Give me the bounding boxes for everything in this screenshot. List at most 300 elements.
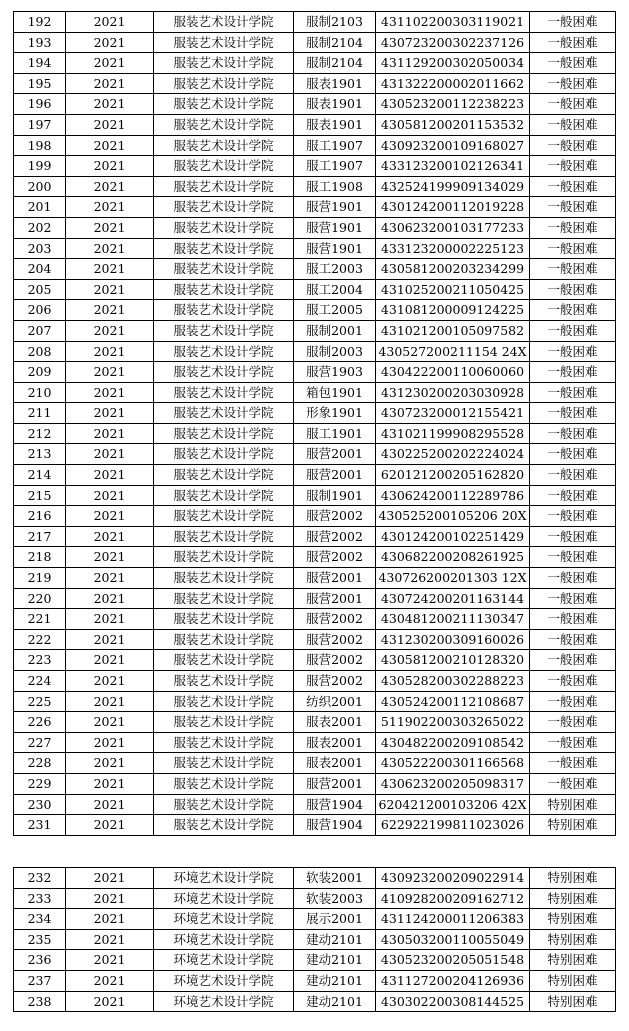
row-number-cell: 200	[14, 176, 66, 197]
class-name-cell: 服营1901	[294, 217, 376, 238]
row-number-cell: 216	[14, 506, 66, 527]
id-number-cell: 430623200205098317	[376, 773, 530, 794]
id-number-cell: 511902200303265022	[376, 712, 530, 733]
row-number-cell: 236	[14, 950, 66, 971]
college-cell: 服装艺术设计学院	[154, 403, 294, 424]
college-cell: 服装艺术设计学院	[154, 671, 294, 692]
table-row	[14, 950, 616, 971]
id-number-cell: 432524199909134029	[376, 176, 530, 197]
college-cell: 服装艺术设计学院	[154, 650, 294, 671]
class-name-cell: 服制2003	[294, 341, 376, 362]
difficulty-level-cell: 一般困难	[530, 259, 616, 280]
class-name-cell: 服营1901	[294, 197, 376, 218]
id-number-cell: 431021200105097582	[376, 320, 530, 341]
college-cell: 环境艺术设计学院	[154, 970, 294, 991]
id-number-cell: 431025200211050425	[376, 279, 530, 300]
year-cell: 2021	[66, 53, 154, 74]
row-number-cell: 215	[14, 485, 66, 506]
class-name-cell: 服工1907	[294, 156, 376, 177]
class-name-cell: 建动2101	[294, 950, 376, 971]
id-number-cell: 430422200110060060	[376, 362, 530, 383]
id-number-cell: 430724200201163144	[376, 588, 530, 609]
id-number-cell: 430726200201303 12X	[376, 568, 530, 589]
id-number-cell: 410928200209162712	[376, 888, 530, 909]
row-number-cell: 220	[14, 588, 66, 609]
year-cell: 2021	[66, 197, 154, 218]
row-number-cell: 214	[14, 465, 66, 486]
id-number-cell: 430523200205051548	[376, 950, 530, 971]
class-name-cell: 形象1901	[294, 403, 376, 424]
class-name-cell: 服工1901	[294, 423, 376, 444]
year-cell: 2021	[66, 94, 154, 115]
row-number-cell: 225	[14, 691, 66, 712]
difficulty-level-cell: 一般困难	[530, 773, 616, 794]
college-cell: 服装艺术设计学院	[154, 526, 294, 547]
college-cell: 服装艺术设计学院	[154, 156, 294, 177]
difficulty-level-cell: 一般困难	[530, 506, 616, 527]
year-cell: 2021	[66, 73, 154, 94]
class-name-cell: 服制1901	[294, 485, 376, 506]
college-cell: 服装艺术设计学院	[154, 114, 294, 135]
row-number-cell: 223	[14, 650, 66, 671]
table-row	[14, 341, 616, 362]
difficulty-level-cell: 特别困难	[530, 815, 616, 836]
row-number-cell: 208	[14, 341, 66, 362]
college-cell: 服装艺术设计学院	[154, 12, 294, 33]
college-cell: 服装艺术设计学院	[154, 73, 294, 94]
class-name-cell: 服营2002	[294, 650, 376, 671]
table-row	[14, 671, 616, 692]
college-cell: 服装艺术设计学院	[154, 94, 294, 115]
year-cell: 2021	[66, 991, 154, 1012]
college-cell: 服装艺术设计学院	[154, 320, 294, 341]
table-row	[14, 114, 616, 135]
id-number-cell: 430682200208261925	[376, 547, 530, 568]
table-row	[14, 53, 616, 74]
row-number-cell: 218	[14, 547, 66, 568]
id-number-cell: 430581200201153532	[376, 114, 530, 135]
year-cell: 2021	[66, 12, 154, 33]
college-cell: 服装艺术设计学院	[154, 732, 294, 753]
college-cell: 服装艺术设计学院	[154, 423, 294, 444]
year-cell: 2021	[66, 970, 154, 991]
year-cell: 2021	[66, 156, 154, 177]
class-name-cell: 软装2003	[294, 888, 376, 909]
table-row	[14, 73, 616, 94]
year-cell: 2021	[66, 465, 154, 486]
college-cell: 服装艺术设计学院	[154, 176, 294, 197]
college-cell: 服装艺术设计学院	[154, 217, 294, 238]
table-row	[14, 629, 616, 650]
table-row	[14, 176, 616, 197]
row-number-cell: 226	[14, 712, 66, 733]
college-cell: 服装艺术设计学院	[154, 547, 294, 568]
difficulty-level-cell: 一般困难	[530, 156, 616, 177]
college-cell: 服装艺术设计学院	[154, 691, 294, 712]
college-cell: 环境艺术设计学院	[154, 929, 294, 950]
year-cell: 2021	[66, 403, 154, 424]
difficulty-level-cell: 一般困难	[530, 12, 616, 33]
id-number-cell: 430522200301166568	[376, 753, 530, 774]
id-number-cell: 622922199811023026	[376, 815, 530, 836]
id-number-cell: 431127200204126936	[376, 970, 530, 991]
table-row	[14, 279, 616, 300]
year-cell: 2021	[66, 691, 154, 712]
table-row	[14, 259, 616, 280]
row-number-cell: 234	[14, 909, 66, 930]
row-number-cell: 217	[14, 526, 66, 547]
table-row	[14, 320, 616, 341]
class-name-cell: 服营2001	[294, 588, 376, 609]
table-row	[14, 691, 616, 712]
class-name-cell: 服工2005	[294, 300, 376, 321]
difficulty-level-cell: 一般困难	[530, 73, 616, 94]
year-cell: 2021	[66, 423, 154, 444]
class-name-cell: 服工1908	[294, 176, 376, 197]
year-cell: 2021	[66, 485, 154, 506]
student-table-environment	[13, 867, 616, 1012]
row-number-cell: 232	[14, 868, 66, 889]
id-number-cell: 430723200302237126	[376, 32, 530, 53]
table-row	[14, 382, 616, 403]
row-number-cell: 198	[14, 135, 66, 156]
row-number-cell: 193	[14, 32, 66, 53]
id-number-cell: 430624200112289786	[376, 485, 530, 506]
difficulty-level-cell: 一般困难	[530, 279, 616, 300]
id-number-cell: 430525200105206 20X	[376, 506, 530, 527]
year-cell: 2021	[66, 444, 154, 465]
difficulty-level-cell: 特别困难	[530, 929, 616, 950]
college-cell: 服装艺术设计学院	[154, 506, 294, 527]
college-cell: 服装艺术设计学院	[154, 32, 294, 53]
difficulty-level-cell: 特别困难	[530, 991, 616, 1012]
class-name-cell: 服表1901	[294, 94, 376, 115]
difficulty-level-cell: 特别困难	[530, 868, 616, 889]
college-cell: 服装艺术设计学院	[154, 609, 294, 630]
difficulty-level-cell: 一般困难	[530, 320, 616, 341]
class-name-cell: 服工2004	[294, 279, 376, 300]
id-number-cell: 430723200012155421	[376, 403, 530, 424]
row-number-cell: 209	[14, 362, 66, 383]
id-number-cell: 430523200112238223	[376, 94, 530, 115]
id-number-cell: 430124200102251429	[376, 526, 530, 547]
college-cell: 环境艺术设计学院	[154, 950, 294, 971]
year-cell: 2021	[66, 32, 154, 53]
table-row	[14, 547, 616, 568]
table-row	[14, 609, 616, 630]
year-cell: 2021	[66, 629, 154, 650]
table-row	[14, 444, 616, 465]
class-name-cell: 服制2001	[294, 320, 376, 341]
difficulty-level-cell: 一般困难	[530, 629, 616, 650]
table-row	[14, 868, 616, 889]
id-number-cell: 430527200211154 24X	[376, 341, 530, 362]
difficulty-level-cell: 一般困难	[530, 753, 616, 774]
class-name-cell: 服营2002	[294, 506, 376, 527]
college-cell: 服装艺术设计学院	[154, 815, 294, 836]
table-row	[14, 588, 616, 609]
row-number-cell: 203	[14, 238, 66, 259]
year-cell: 2021	[66, 773, 154, 794]
year-cell: 2021	[66, 888, 154, 909]
difficulty-level-cell: 一般困难	[530, 671, 616, 692]
table-row	[14, 423, 616, 444]
difficulty-level-cell: 特别困难	[530, 794, 616, 815]
difficulty-level-cell: 一般困难	[530, 382, 616, 403]
difficulty-level-cell: 特别困难	[530, 909, 616, 930]
year-cell: 2021	[66, 176, 154, 197]
table-row	[14, 362, 616, 383]
year-cell: 2021	[66, 217, 154, 238]
year-cell: 2021	[66, 732, 154, 753]
difficulty-level-cell: 一般困难	[530, 135, 616, 156]
id-number-cell: 430482200209108542	[376, 732, 530, 753]
year-cell: 2021	[66, 609, 154, 630]
row-number-cell: 213	[14, 444, 66, 465]
row-number-cell: 210	[14, 382, 66, 403]
difficulty-level-cell: 一般困难	[530, 465, 616, 486]
id-number-cell: 430481200211130347	[376, 609, 530, 630]
id-number-cell: 431081200009124225	[376, 300, 530, 321]
id-number-cell: 431230200203030928	[376, 382, 530, 403]
college-cell: 服装艺术设计学院	[154, 794, 294, 815]
row-number-cell: 205	[14, 279, 66, 300]
year-cell: 2021	[66, 526, 154, 547]
year-cell: 2021	[66, 815, 154, 836]
row-number-cell: 235	[14, 929, 66, 950]
year-cell: 2021	[66, 909, 154, 930]
table-row	[14, 94, 616, 115]
row-number-cell: 228	[14, 753, 66, 774]
table-row	[14, 485, 616, 506]
class-name-cell: 服表1901	[294, 73, 376, 94]
difficulty-level-cell: 一般困难	[530, 238, 616, 259]
college-cell: 服装艺术设计学院	[154, 53, 294, 74]
id-number-cell: 431124200011206383	[376, 909, 530, 930]
row-number-cell: 224	[14, 671, 66, 692]
class-name-cell: 服表2001	[294, 732, 376, 753]
college-cell: 服装艺术设计学院	[154, 588, 294, 609]
row-number-cell: 195	[14, 73, 66, 94]
id-number-cell: 430225200202224024	[376, 444, 530, 465]
table-row	[14, 156, 616, 177]
id-number-cell: 430581200210128320	[376, 650, 530, 671]
college-cell: 环境艺术设计学院	[154, 868, 294, 889]
class-name-cell: 服制2103	[294, 12, 376, 33]
difficulty-level-cell: 一般困难	[530, 403, 616, 424]
row-number-cell: 211	[14, 403, 66, 424]
table-row	[14, 568, 616, 589]
difficulty-level-cell: 一般困难	[530, 691, 616, 712]
row-number-cell: 237	[14, 970, 66, 991]
row-number-cell: 238	[14, 991, 66, 1012]
row-number-cell: 194	[14, 53, 66, 74]
class-name-cell: 服营1903	[294, 362, 376, 383]
class-name-cell: 建动2101	[294, 929, 376, 950]
id-number-cell: 433123200002225123	[376, 238, 530, 259]
id-number-cell: 430124200112019228	[376, 197, 530, 218]
id-number-cell: 431129200302050034	[376, 53, 530, 74]
year-cell: 2021	[66, 868, 154, 889]
year-cell: 2021	[66, 135, 154, 156]
difficulty-level-cell: 一般困难	[530, 217, 616, 238]
class-name-cell: 纺织2001	[294, 691, 376, 712]
difficulty-level-cell: 一般困难	[530, 197, 616, 218]
class-name-cell: 服营1904	[294, 815, 376, 836]
id-number-cell: 620121200205162820	[376, 465, 530, 486]
college-cell: 服装艺术设计学院	[154, 300, 294, 321]
difficulty-level-cell: 一般困难	[530, 526, 616, 547]
table-row	[14, 465, 616, 486]
class-name-cell: 箱包1901	[294, 382, 376, 403]
table-row	[14, 238, 616, 259]
difficulty-level-cell: 一般困难	[530, 300, 616, 321]
row-number-cell: 212	[14, 423, 66, 444]
table-row	[14, 526, 616, 547]
year-cell: 2021	[66, 794, 154, 815]
year-cell: 2021	[66, 279, 154, 300]
year-cell: 2021	[66, 753, 154, 774]
year-cell: 2021	[66, 547, 154, 568]
id-number-cell: 430503200110055049	[376, 929, 530, 950]
year-cell: 2021	[66, 650, 154, 671]
table-row	[14, 650, 616, 671]
table-row	[14, 909, 616, 930]
class-name-cell: 服工1907	[294, 135, 376, 156]
difficulty-level-cell: 一般困难	[530, 568, 616, 589]
row-number-cell: 204	[14, 259, 66, 280]
difficulty-level-cell: 一般困难	[530, 444, 616, 465]
difficulty-level-cell: 一般困难	[530, 176, 616, 197]
college-cell: 服装艺术设计学院	[154, 465, 294, 486]
row-number-cell: 230	[14, 794, 66, 815]
year-cell: 2021	[66, 238, 154, 259]
difficulty-level-cell: 一般困难	[530, 114, 616, 135]
difficulty-level-cell: 一般困难	[530, 588, 616, 609]
row-number-cell: 197	[14, 114, 66, 135]
year-cell: 2021	[66, 929, 154, 950]
year-cell: 2021	[66, 341, 154, 362]
college-cell: 服装艺术设计学院	[154, 753, 294, 774]
row-number-cell: 192	[14, 12, 66, 33]
id-number-cell: 430581200203234299	[376, 259, 530, 280]
class-name-cell: 服营1901	[294, 238, 376, 259]
class-name-cell: 服营2002	[294, 609, 376, 630]
student-table-clothing	[13, 11, 616, 836]
row-number-cell: 199	[14, 156, 66, 177]
difficulty-level-cell: 一般困难	[530, 32, 616, 53]
difficulty-level-cell: 一般困难	[530, 650, 616, 671]
id-number-cell: 430623200103177233	[376, 217, 530, 238]
id-number-cell: 430528200302288223	[376, 671, 530, 692]
college-cell: 服装艺术设计学院	[154, 238, 294, 259]
table-row	[14, 197, 616, 218]
row-number-cell: 222	[14, 629, 66, 650]
year-cell: 2021	[66, 712, 154, 733]
college-cell: 环境艺术设计学院	[154, 991, 294, 1012]
class-name-cell: 建动2101	[294, 991, 376, 1012]
difficulty-level-cell: 一般困难	[530, 485, 616, 506]
difficulty-level-cell: 一般困难	[530, 341, 616, 362]
year-cell: 2021	[66, 568, 154, 589]
table-row	[14, 815, 616, 836]
id-number-cell: 431230200309160026	[376, 629, 530, 650]
table-row	[14, 300, 616, 321]
year-cell: 2021	[66, 588, 154, 609]
class-name-cell: 服表1901	[294, 114, 376, 135]
id-number-cell: 430923200209022914	[376, 868, 530, 889]
difficulty-level-cell: 一般困难	[530, 609, 616, 630]
row-number-cell: 231	[14, 815, 66, 836]
year-cell: 2021	[66, 300, 154, 321]
year-cell: 2021	[66, 950, 154, 971]
class-name-cell: 服营1904	[294, 794, 376, 815]
year-cell: 2021	[66, 671, 154, 692]
year-cell: 2021	[66, 114, 154, 135]
year-cell: 2021	[66, 259, 154, 280]
row-number-cell: 196	[14, 94, 66, 115]
class-name-cell: 展示2001	[294, 909, 376, 930]
table-row	[14, 888, 616, 909]
college-cell: 服装艺术设计学院	[154, 197, 294, 218]
class-name-cell: 服表2001	[294, 712, 376, 733]
difficulty-level-cell: 一般困难	[530, 53, 616, 74]
table-row	[14, 12, 616, 33]
class-name-cell: 服营2001	[294, 568, 376, 589]
row-number-cell: 233	[14, 888, 66, 909]
id-number-cell: 431322200002011662	[376, 73, 530, 94]
college-cell: 服装艺术设计学院	[154, 362, 294, 383]
year-cell: 2021	[66, 362, 154, 383]
table-row	[14, 753, 616, 774]
id-number-cell: 620421200103206 42X	[376, 794, 530, 815]
class-name-cell: 服营2002	[294, 629, 376, 650]
difficulty-level-cell: 一般困难	[530, 712, 616, 733]
table-row	[14, 32, 616, 53]
id-number-cell: 431021199908295528	[376, 423, 530, 444]
class-name-cell: 服营2002	[294, 671, 376, 692]
table-row	[14, 991, 616, 1012]
class-name-cell: 服营2001	[294, 465, 376, 486]
id-number-cell: 431102200303119021	[376, 12, 530, 33]
college-cell: 环境艺术设计学院	[154, 909, 294, 930]
table-row	[14, 217, 616, 238]
college-cell: 服装艺术设计学院	[154, 444, 294, 465]
class-name-cell: 服表2001	[294, 753, 376, 774]
row-number-cell: 201	[14, 197, 66, 218]
id-number-cell: 433123200102126341	[376, 156, 530, 177]
table-row	[14, 970, 616, 991]
row-number-cell: 202	[14, 217, 66, 238]
college-cell: 服装艺术设计学院	[154, 135, 294, 156]
id-number-cell: 430302200308144525	[376, 991, 530, 1012]
class-name-cell: 服营2001	[294, 773, 376, 794]
table-row	[14, 506, 616, 527]
college-cell: 环境艺术设计学院	[154, 888, 294, 909]
class-name-cell: 服制2104	[294, 53, 376, 74]
year-cell: 2021	[66, 382, 154, 403]
difficulty-level-cell: 特别困难	[530, 950, 616, 971]
class-name-cell: 服营2002	[294, 526, 376, 547]
class-name-cell: 服制2104	[294, 32, 376, 53]
table-row	[14, 135, 616, 156]
college-cell: 服装艺术设计学院	[154, 279, 294, 300]
class-name-cell: 服营2001	[294, 444, 376, 465]
class-name-cell: 服营2002	[294, 547, 376, 568]
table-row	[14, 732, 616, 753]
row-number-cell: 227	[14, 732, 66, 753]
table-row	[14, 403, 616, 424]
